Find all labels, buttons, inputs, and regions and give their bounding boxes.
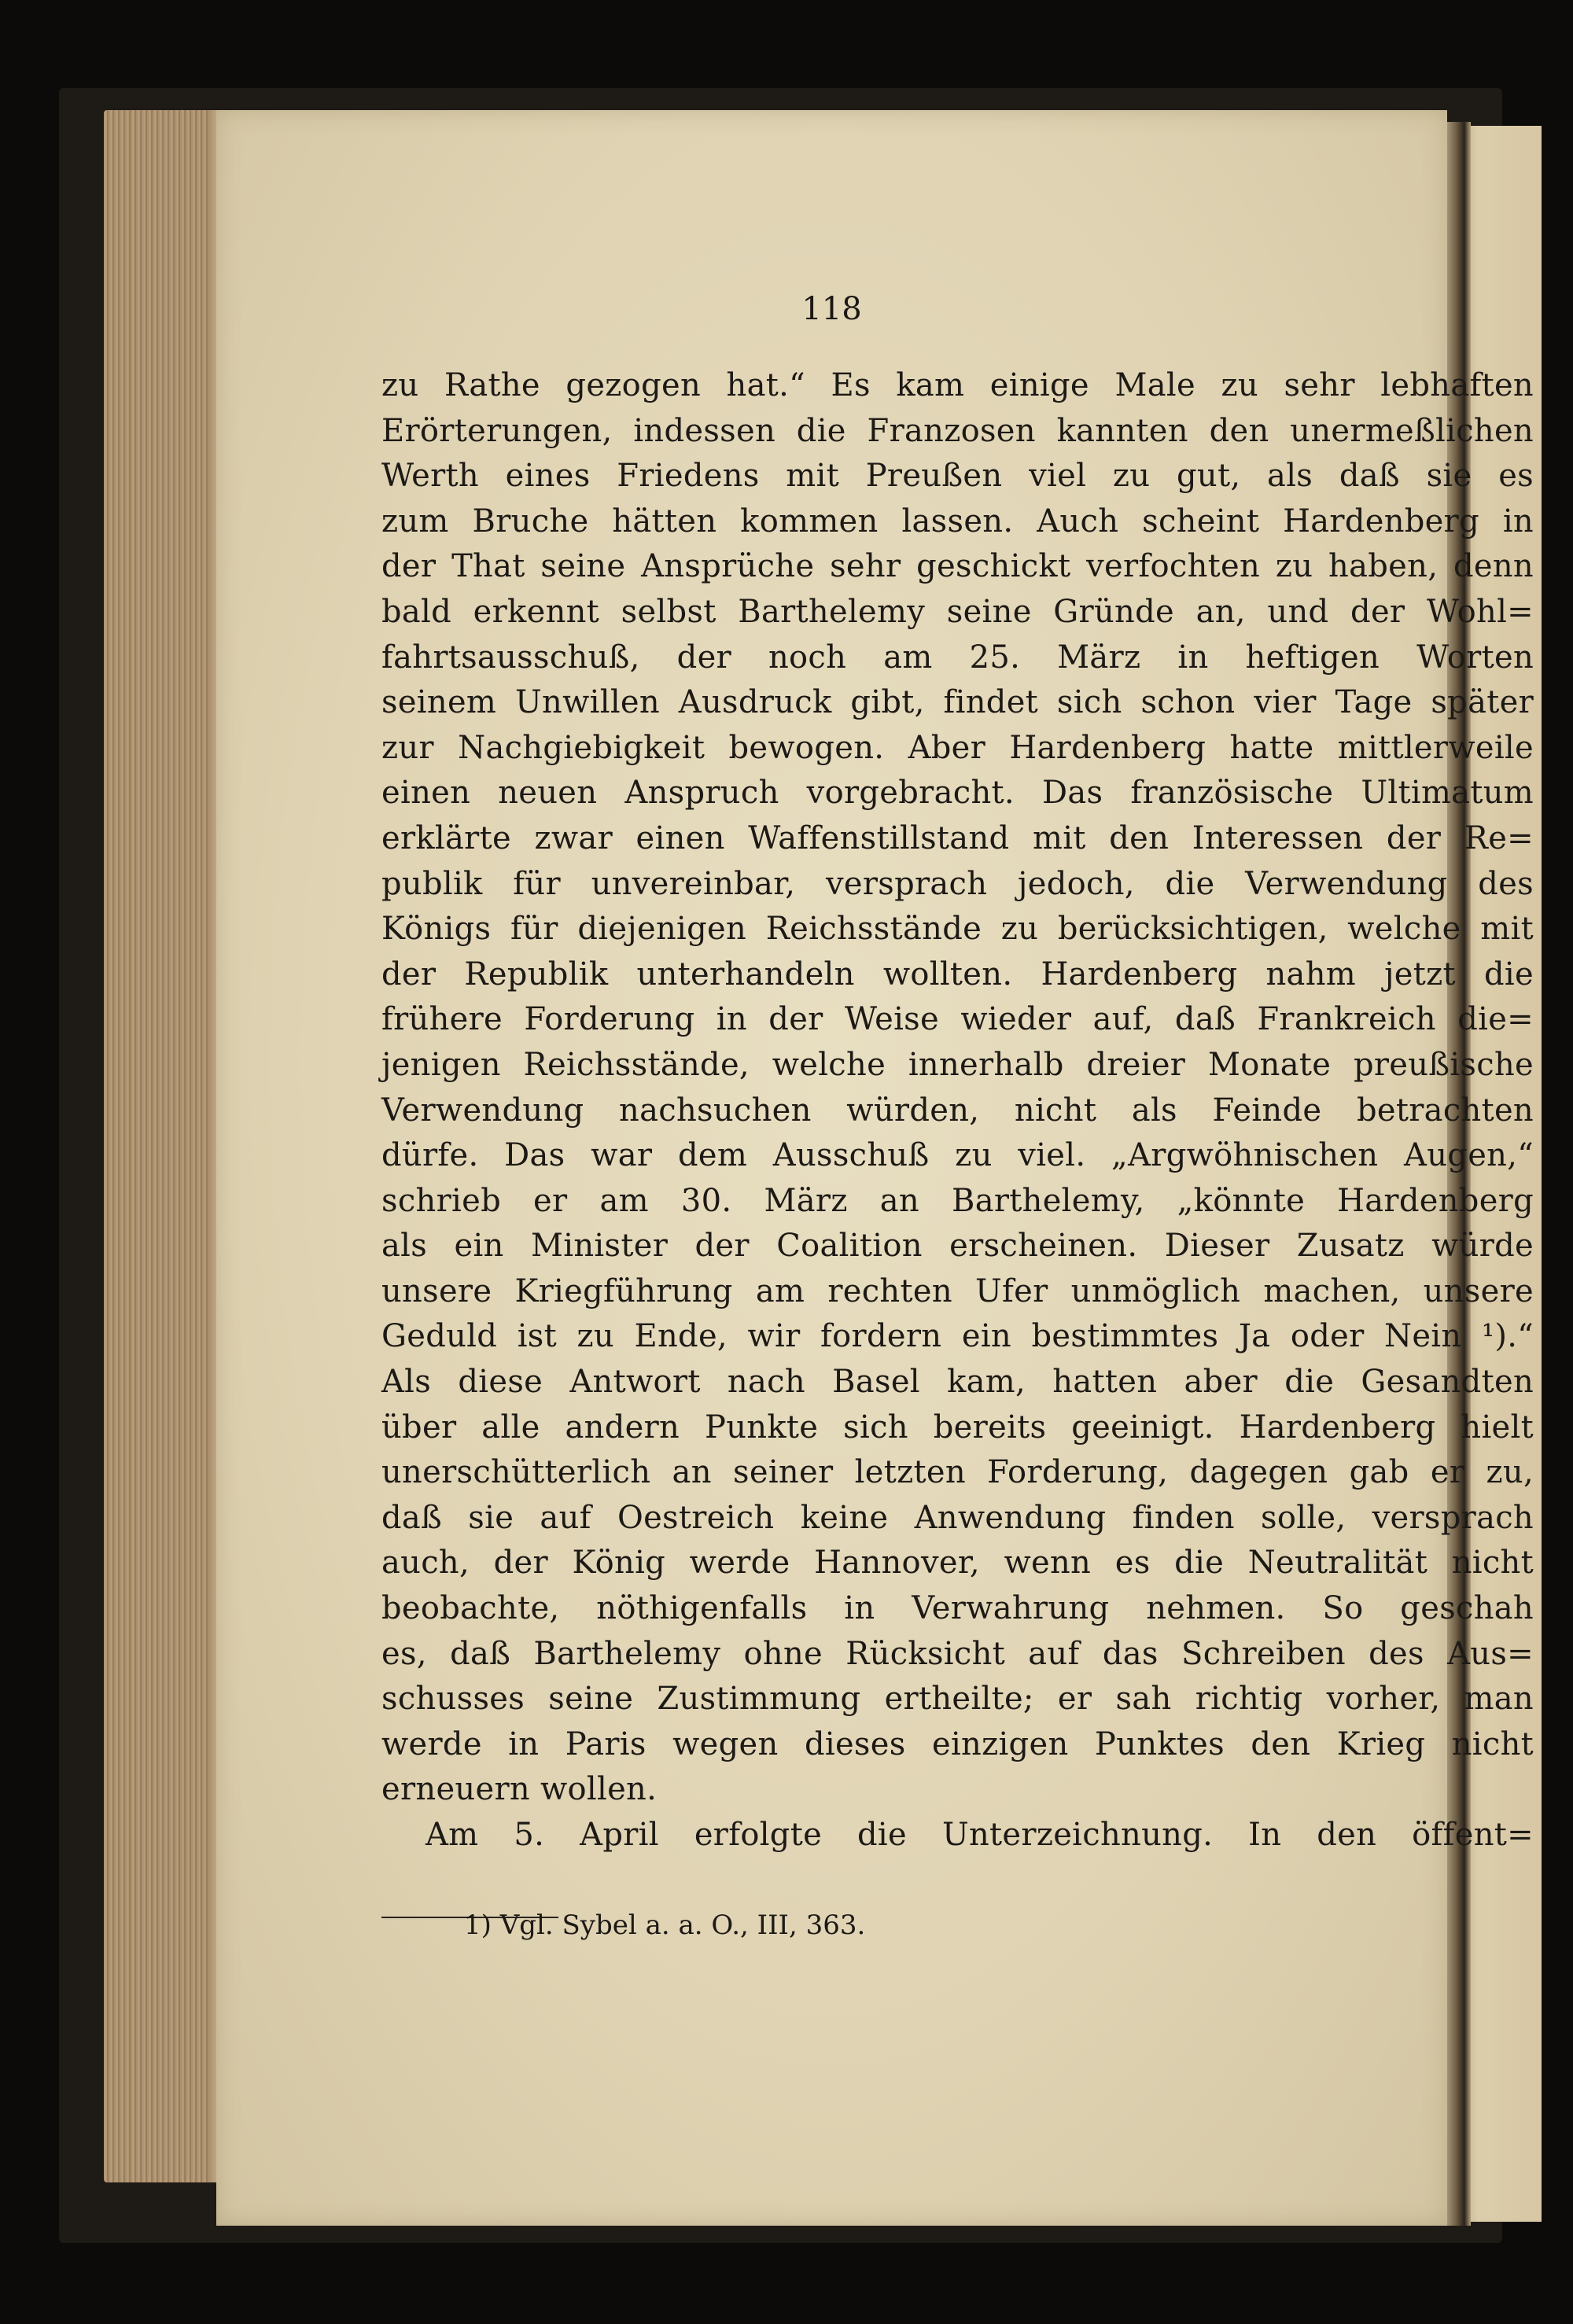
text-line: bald erkennt selbst Barthelemy seine Gründe an, und der Wohl= — [381, 593, 1534, 630]
text-line: beobachte, nöthigenfalls in Verwahrung nehmen. So geschah — [381, 1590, 1534, 1627]
text-line: es, daß Barthelemy ohne Rücksicht auf das Schreiben des Aus= — [381, 1635, 1534, 1672]
text-line: über alle andern Punkte sich bereits geeinigt. Hardenberg hielt — [381, 1409, 1534, 1446]
page-number: 118 — [801, 291, 862, 327]
text-line: unerschütterlich an seiner letzten Forderung, dagegen gab er zu, — [381, 1454, 1534, 1491]
text-line: daß sie auf Oestreich keine Anwendung finden solle, versprach — [381, 1499, 1534, 1536]
text-line: dürfe. Das war dem Ausschuß zu viel. „Argwöhnischen Augen,“ — [381, 1137, 1534, 1174]
text-line: einen neuen Anspruch vorgebracht. Das französische Ultimatum — [381, 775, 1534, 812]
text-line: Königs für diejenigen Reichsstände zu berücksichtigen, welche mit — [381, 911, 1534, 948]
text-line: jenigen Reichsstände, welche innerhalb dreier Monate preußische — [381, 1046, 1534, 1083]
text-line: erklärte zwar einen Waffenstillstand mit den Interessen der Re= — [381, 819, 1534, 856]
text-line: Erörterungen, indessen die Franzosen kannten den unermeßlichen — [381, 412, 1534, 449]
text-line: frühere Forderung in der Weise wieder auf, daß Frankreich die= — [381, 1001, 1534, 1038]
text-line: Am 5. April erfolgte die Unterzeichnung. In den öffent= — [425, 1817, 1534, 1853]
text-line: der That seine Ansprüche sehr geschickt verfochten zu haben, denn — [381, 548, 1534, 585]
text-line: erneuern wollen. — [381, 1771, 658, 1808]
text-line: werde in Paris wegen dieses einzigen Punktes den Krieg nicht — [381, 1726, 1534, 1762]
text-line: publik für unvereinbar, versprach jedoch, die Verwendung des — [381, 865, 1534, 902]
text-line: auch, der König werde Hannover, wenn es die Neutralität nicht — [381, 1545, 1534, 1582]
text-line: zu Rathe gezogen hat.“ Es kam einige Male zu sehr lebhaften — [381, 367, 1534, 403]
text-line: Als diese Antwort nach Basel kam, hatten aber die Gesandten — [381, 1364, 1534, 1401]
body-text — [381, 363, 1534, 1858]
text-line: Werth eines Friedens mit Preußen viel zu gut, als daß sie es — [381, 458, 1534, 495]
text-line: seinem Unwillen Ausdruck gibt, findet sich schon vier Tage später — [381, 684, 1534, 721]
footnote: 1) Vgl. Sybel a. a. O., III, 363. — [464, 1910, 866, 1941]
page-edges — [104, 110, 222, 2182]
text-line: schusses seine Zustimmung ertheilte; er sah richtig vorher, man — [381, 1681, 1534, 1718]
text-line: der Republik unterhandeln wollten. Hardenberg nahm jetzt die — [381, 956, 1534, 993]
text-line: Geduld ist zu Ende, wir fordern ein bestimmtes Ja oder Nein ¹).“ — [381, 1318, 1534, 1355]
text-line: schrieb er am 30. März an Barthelemy, „könnte Hardenberg — [381, 1182, 1534, 1219]
text-line: als ein Minister der Coalition erscheinen. Dieser Zusatz würde — [381, 1228, 1534, 1265]
text-line: fahrtsausschuß, der noch am 25. März in heftigen Worten — [381, 639, 1534, 676]
text-line: zur Nachgiebigkeit bewogen. Aber Hardenberg hatte mittlerweile — [381, 729, 1534, 766]
text-line: zum Bruche hätten kommen lassen. Auch scheint Hardenberg in — [381, 503, 1534, 540]
text-line: Verwendung nachsuchen würden, nicht als Feinde betrachten — [381, 1092, 1534, 1129]
text-line: unsere Kriegführung am rechten Ufer unmöglich machen, unsere — [381, 1272, 1534, 1309]
